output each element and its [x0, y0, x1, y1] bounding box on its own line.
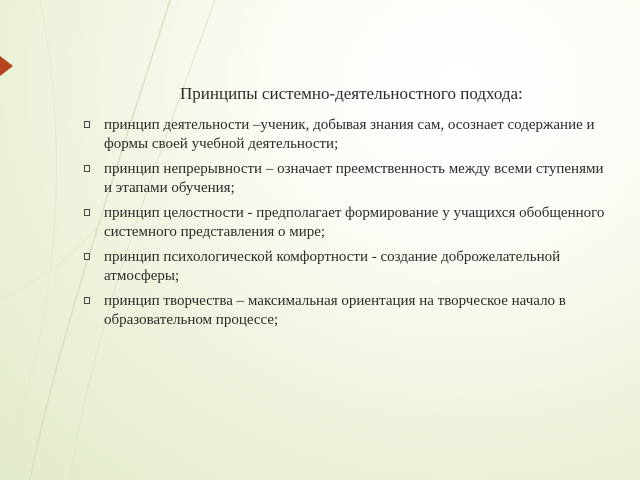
square-bullet-icon	[84, 165, 90, 172]
square-bullet-icon	[84, 253, 90, 260]
bullet-line: принцип целостности - предполагает формирование у учащихся обобщенного	[104, 205, 605, 221]
square-bullet-icon	[84, 297, 90, 304]
list-item	[84, 248, 640, 286]
bullet-line: формы своей учебной деятельности;	[104, 136, 339, 152]
bullet-line: принцип непрерывности – означает преемственность между всеми ступенями	[104, 161, 604, 177]
square-bullet-icon	[84, 209, 90, 216]
bullet-line: и этапами обучения;	[104, 180, 235, 196]
list-item	[84, 292, 640, 330]
bullet-line: атмосферы;	[104, 268, 180, 284]
bullet-line: принцип психологической комфортности - создание доброжелательной	[104, 249, 561, 265]
bullet-line: системного представления о мире;	[104, 224, 326, 240]
bullet-line: принцип деятельности –ученик, добывая знания сам, осознает содержание и	[104, 117, 595, 133]
slide-title: Принципы системно-деятельностного подхода:	[180, 84, 523, 103]
bullet-line: принцип творчества – максимальная ориентация на творческое начало в	[104, 293, 566, 309]
list-item	[84, 204, 640, 242]
square-bullet-icon	[84, 121, 90, 128]
bullet-line: образовательном процессе;	[104, 312, 279, 328]
list-item	[84, 116, 640, 154]
list-item	[84, 160, 640, 198]
principles-list	[84, 116, 640, 336]
corner-triangle-icon	[0, 56, 13, 76]
